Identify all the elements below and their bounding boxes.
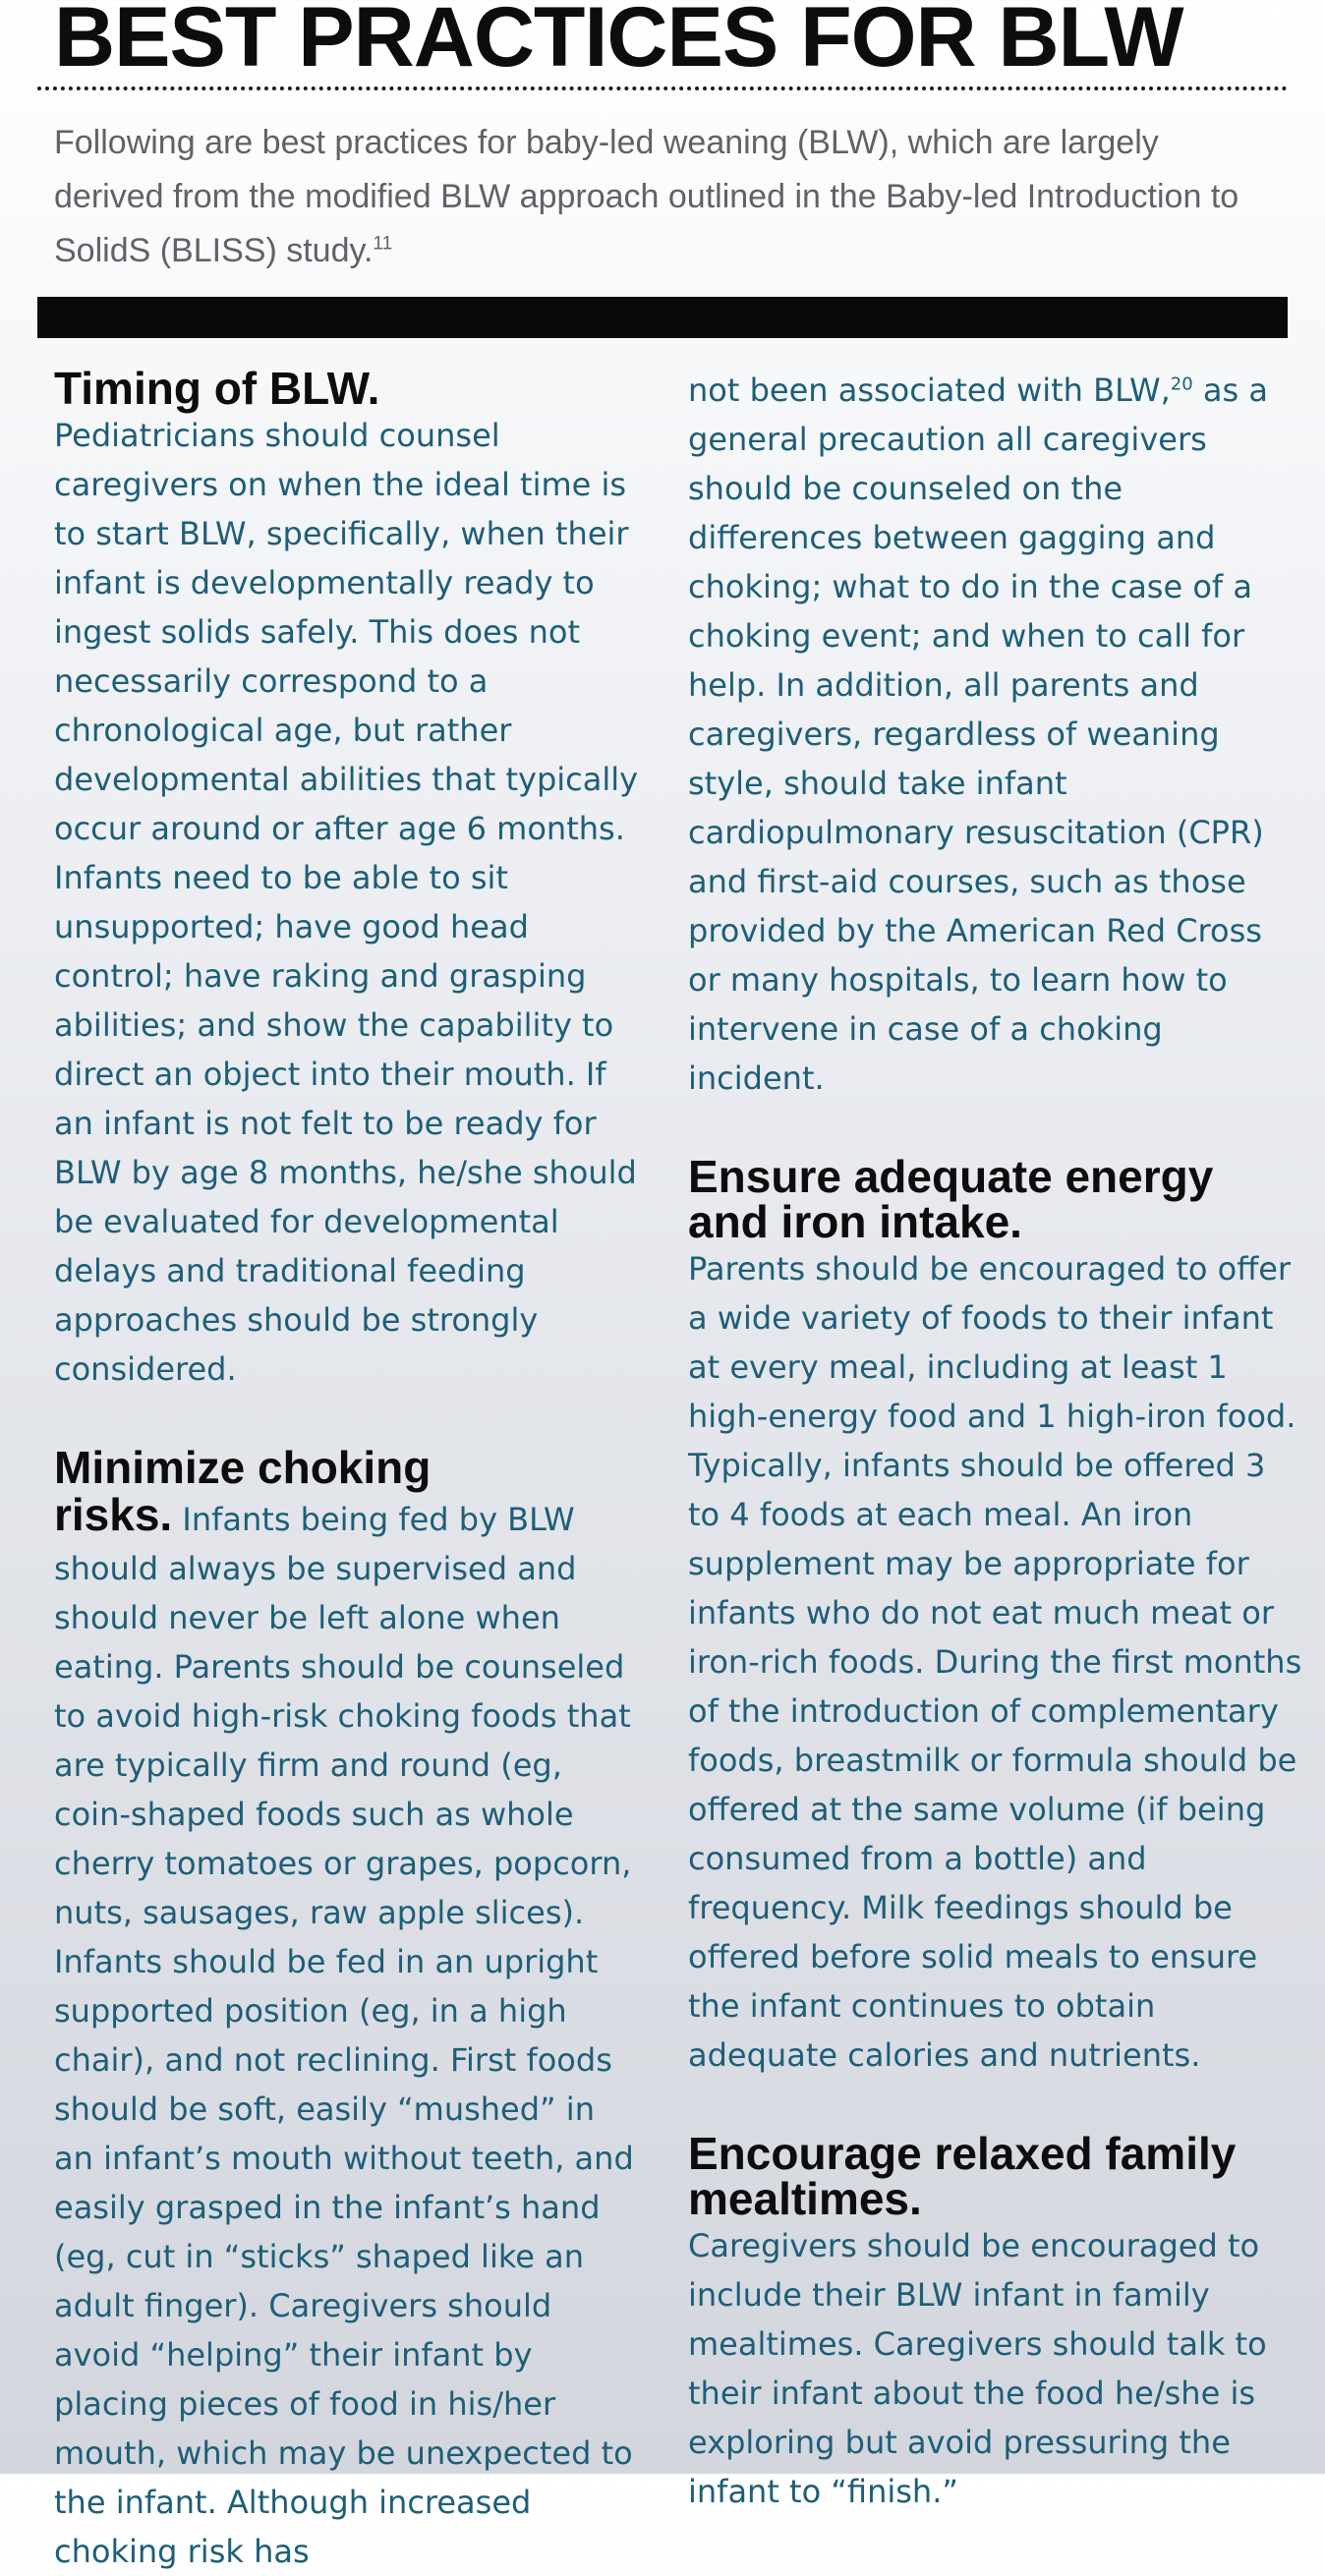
section-spacer: [688, 1103, 1302, 1154]
choking-heading-runin: risks.: [54, 1489, 173, 1540]
intro-paragraph: [54, 116, 1273, 278]
dotted-divider: [37, 86, 1288, 90]
section-energy: [688, 1151, 1302, 2080]
mealtimes-heading: Encourage relaxed family mealtimes.: [688, 2128, 1237, 2224]
timing-body: Pediatricians should counsel caregivers on when the ideal time is to start BLW, specifically, when their infant is developmentally ready to ingest solids safely. This does not necessarily correspond to a chronological age, but rather developmental abilities that typically occur around or after age 6 months. Infants need to be able to sit unsupported; have good head control; have raking and grasping abilities; and show the capability to direct an object into their mouth. If an infant is not felt to be ready for BLW by age 8 months, he/she should be evaluated for developmental delays and traditional feeding approaches should be strongly considered.: [54, 417, 639, 1388]
mealtimes-body: Caregivers should be encouraged to include their BLW infant in family mealtimes. Caregivers should talk to their infant about the food he/she is exploring but avoid pressuring the infant to “finish.”: [688, 2227, 1267, 2510]
choking-body: Infants being fed by BLW should always be supervised and should never be left alone when eating. Parents should be counseled to avoid high-risk choking foods that are typically firm and round (eg, coin-shaped foods such as whole cherry tomatoes or grapes, popcorn, nuts, sausages, raw apple slices). Infants should be fed in an upright supported position (eg, in a high chair), and not reclining. First foods should be soft, easily “mushed” in an infant’s mouth without teeth, and easily grasped in the infant’s hand (eg, cut in “sticks” shaped like an adult finger). Caregivers should avoid “helping” their infant by placing pieces of food in his/her mouth, which may be unexpected to the infant. Although increased choking risk has: [54, 1501, 634, 2570]
section-spacer: [688, 2080, 1302, 2131]
intro-reference: 11: [373, 233, 393, 255]
choking-continued-b: as a general precaution all caregivers should be counseled on the differences between gagging and choking; what to do in the case of a choking event; and when to call for help. In addition, all parents and caregivers, regardless of weaning style, should take infant cardiopulmonary resuscitation (CPR) and first-aid courses, such as those provided by the American Red Cross or many hospitals, to learn how to intervene in case of a choking incident.: [688, 372, 1268, 1097]
black-divider-bar: [37, 297, 1288, 338]
left-column: [54, 363, 644, 2576]
section-choking-continued: [688, 366, 1302, 1103]
section-spacer: [54, 1394, 644, 1445]
choking-heading: Minimize choking: [54, 1442, 432, 1493]
choking-body-paragraph: [54, 1490, 644, 2576]
timing-heading: Timing of BLW.: [54, 363, 380, 414]
choking-reference: 20: [1170, 373, 1193, 395]
section-choking: [54, 1442, 644, 2576]
energy-heading: Ensure adequate energy and iron intake.: [688, 1151, 1214, 1247]
energy-body: Parents should be encouraged to offer a wide variety of foods to their infant at every meal, including at least 1 high-energy food and 1 high-iron food. Typically, infants should be offered 3 to 4 foods at each meal. An iron supplement may be appropriate for infants who do not eat much meat or iron-rich foods. During the first months of the introduction of complementary foods, breastmilk or formula should be offered at the same volume (if being consumed from a bottle) and frequency. Milk feedings should be offered before solid meals to ensure the infant continues to obtain adequate calories and nutrients.: [688, 1250, 1302, 2074]
page-title: BEST PRACTICES FOR BLW: [54, 0, 1183, 85]
section-timing: [54, 363, 644, 1394]
right-column: [688, 366, 1302, 2516]
choking-continued-paragraph: [688, 366, 1302, 1103]
intro-text: Following are best practices for baby-led weaning (BLW), which are largely derived from the modified BLW approach outlined in the Baby-led Introduction to SolidS (BLISS) study.: [54, 124, 1239, 269]
section-mealtimes: [688, 2128, 1302, 2516]
choking-continued-a: not been associated with BLW,: [688, 372, 1171, 409]
